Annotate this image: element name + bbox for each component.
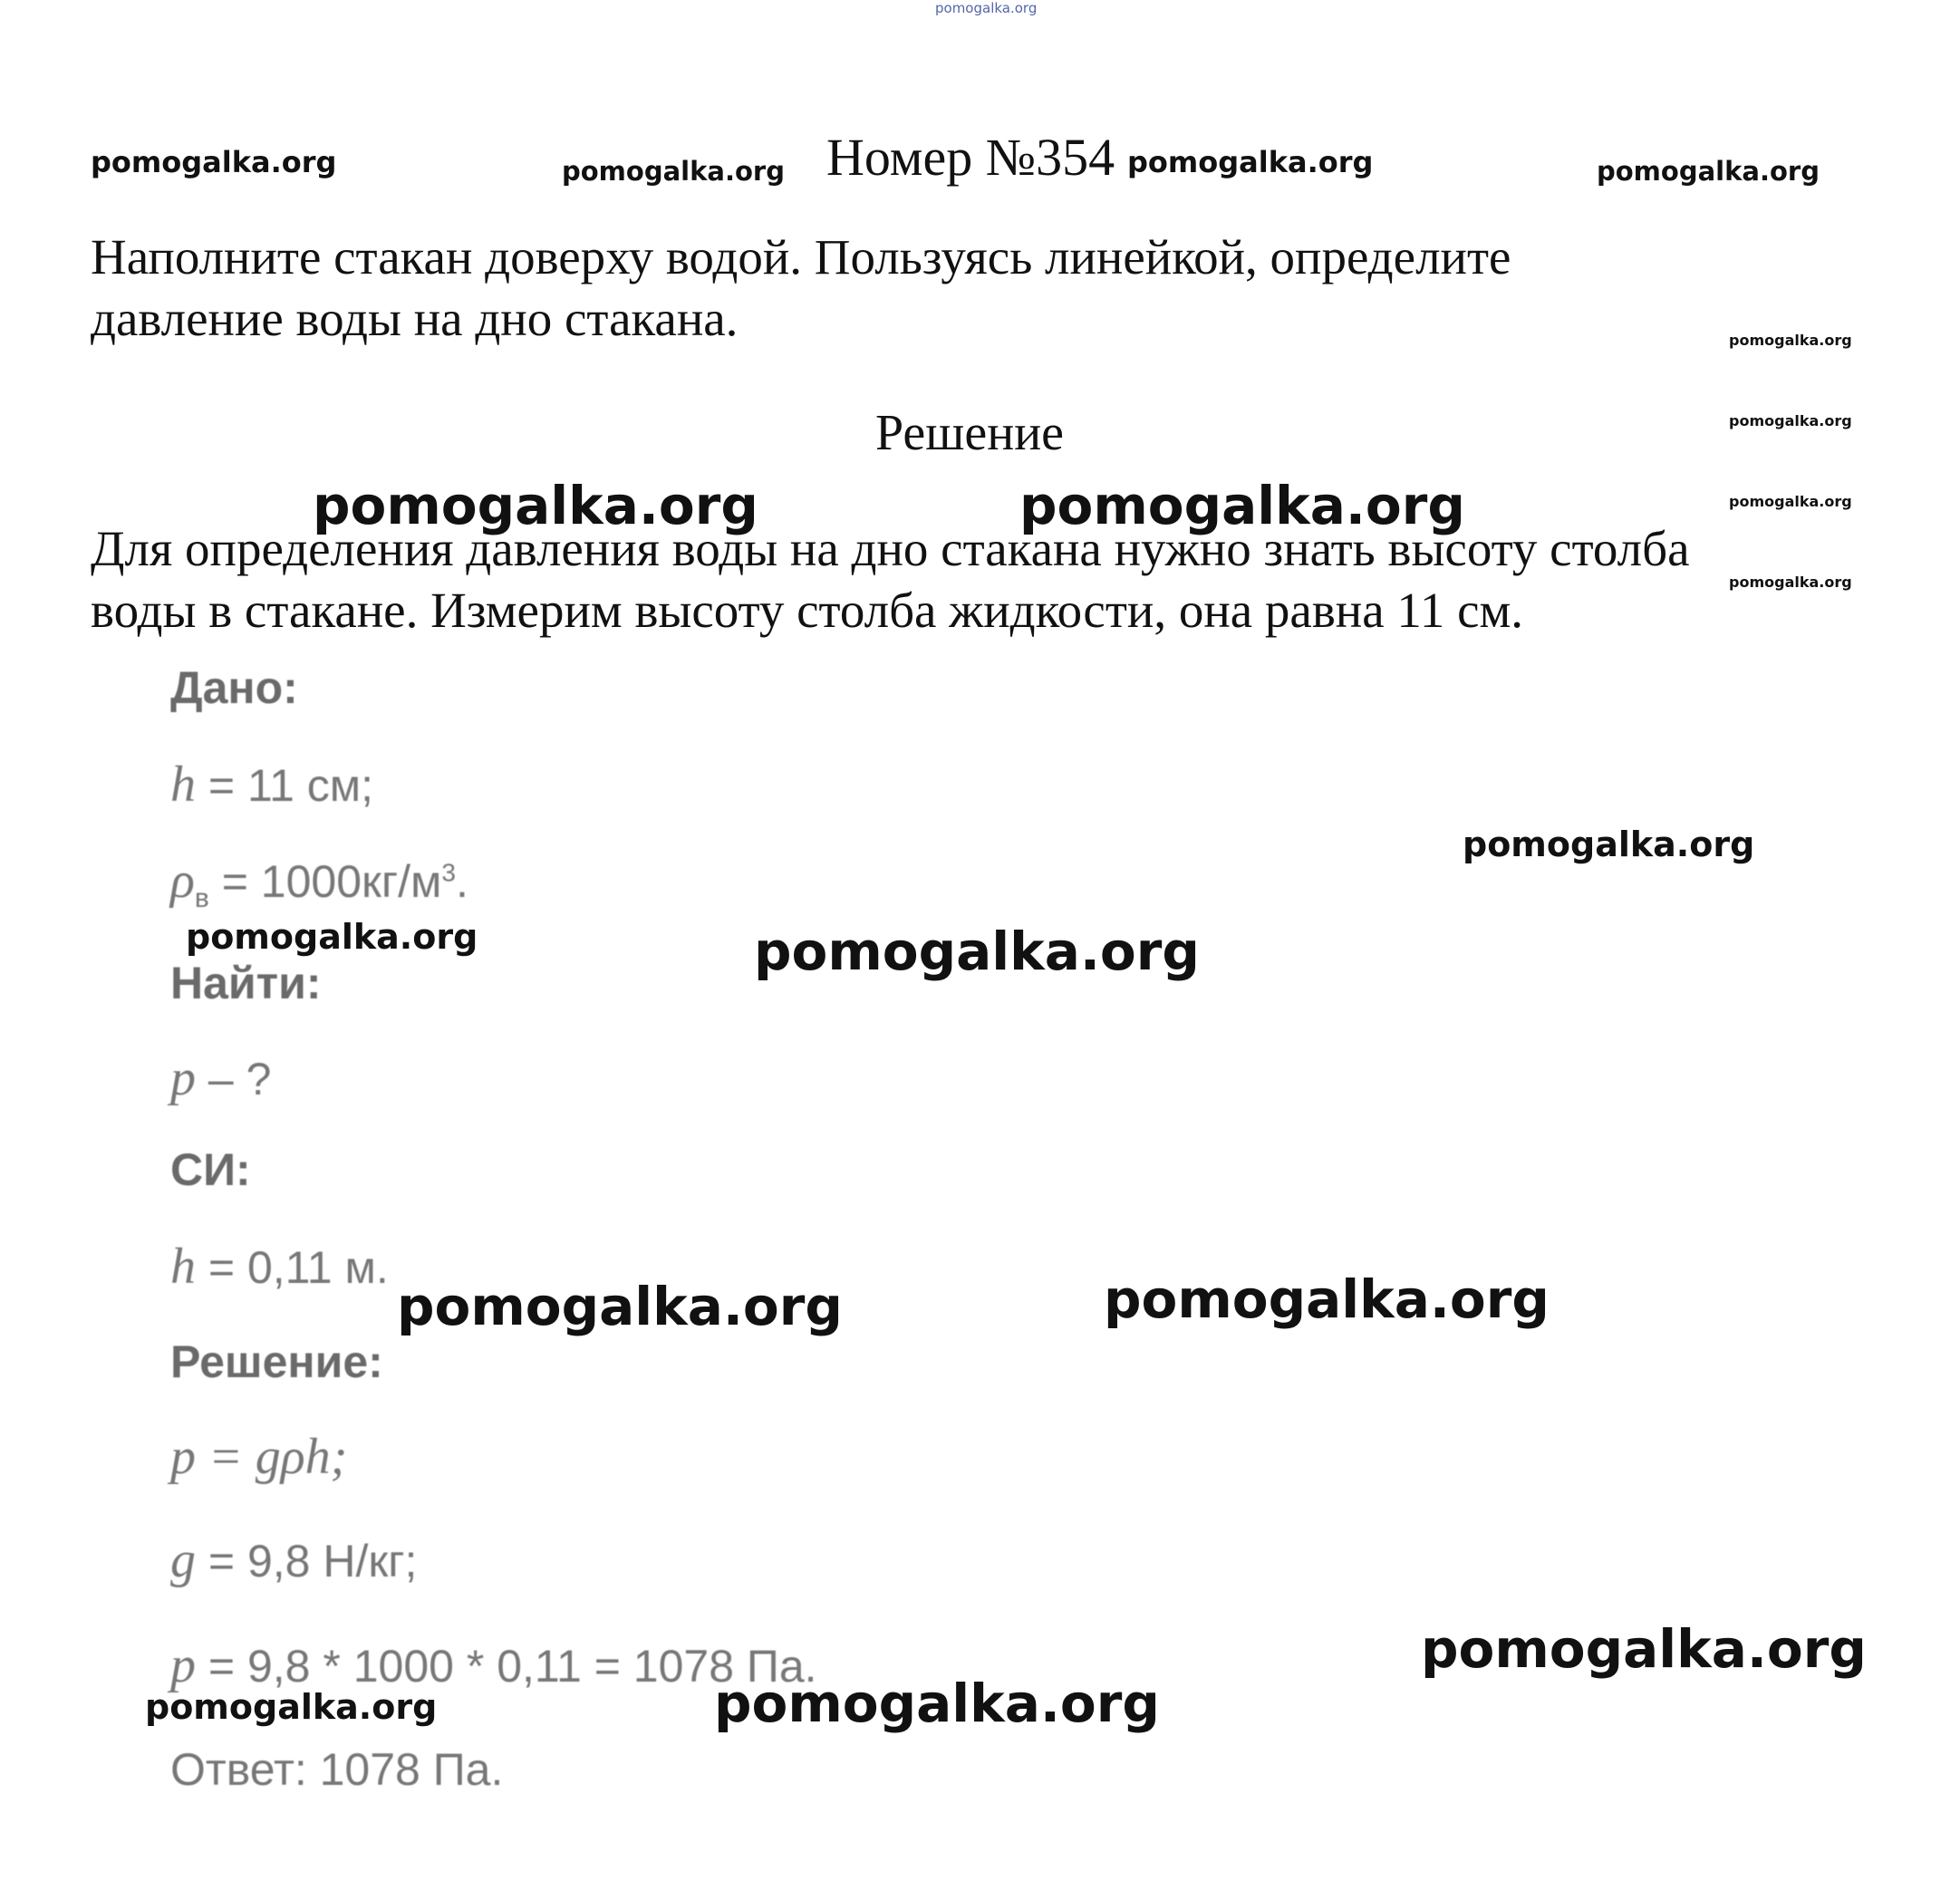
var-rho: ρ — [170, 853, 195, 909]
si-height: h = 0,11 м. — [170, 1239, 389, 1295]
watermark: pomogalka.org — [313, 475, 758, 536]
solution-label: Решение: — [170, 1336, 383, 1387]
watermark: pomogalka.org — [397, 1276, 843, 1337]
var-h-si: h — [170, 1239, 196, 1295]
formula: p = gρh; — [170, 1429, 348, 1485]
find-label: Найти: — [170, 958, 322, 1008]
watermark: pomogalka.org — [754, 921, 1200, 982]
given-label: Дано: — [170, 662, 298, 713]
gravity-value: g = 9,8 Н/кг; — [170, 1532, 418, 1588]
var-p-calc: p — [170, 1637, 196, 1693]
page-title: Номер №354 — [826, 128, 1115, 187]
watermark: pomogalka.org — [714, 1673, 1160, 1734]
task-line-2: давление воды на дно стакана. — [91, 291, 739, 346]
solution-heading: Решение — [875, 405, 1065, 461]
watermark: pomogalka.org — [935, 0, 1038, 16]
watermark: pomogalka.org — [562, 156, 785, 187]
watermark: pomogalka.org — [1729, 574, 1852, 591]
watermark: pomogalka.org — [186, 917, 478, 957]
explanation-line-2: воды в стакане. Измерим высоту столба жидкости, она равна 11 см. — [91, 583, 1524, 638]
task-line-1: Наполните стакан доверху водой. Пользуясь линейкой, определите — [91, 229, 1511, 284]
var-p: p — [170, 1050, 196, 1106]
si-label: СИ: — [170, 1144, 251, 1195]
watermark: pomogalka.org — [145, 1687, 438, 1727]
var-g: g — [170, 1532, 196, 1588]
watermark: pomogalka.org — [1463, 824, 1755, 864]
watermark: pomogalka.org — [1729, 493, 1852, 510]
find-pressure: p – ? — [170, 1050, 272, 1106]
watermark: pomogalka.org — [1104, 1268, 1550, 1330]
watermark: pomogalka.org — [1019, 475, 1465, 536]
calculation: p = 9,8 * 1000 * 0,11 = 1078 Па. — [170, 1637, 817, 1693]
answer: Ответ: 1078 Па. — [170, 1744, 504, 1795]
watermark: pomogalka.org — [1729, 332, 1852, 349]
explanation-line-1: Для определения давления воды на дно стакана нужно знать высоту столба — [91, 521, 1690, 576]
given-height: h = 11 см; — [170, 757, 374, 813]
watermark: pomogalka.org — [1421, 1618, 1867, 1680]
watermark: pomogalka.org — [1729, 412, 1852, 429]
explanation-text — [91, 518, 1690, 641]
watermark: pomogalka.org — [91, 145, 337, 179]
given-density: $\rho_в = 1000кг/м^3$. — [170, 853, 468, 913]
watermark: pomogalka.org — [1127, 145, 1374, 179]
watermark: pomogalka.org — [1597, 156, 1820, 187]
task-text — [91, 227, 1511, 350]
var-h: h — [170, 757, 196, 813]
